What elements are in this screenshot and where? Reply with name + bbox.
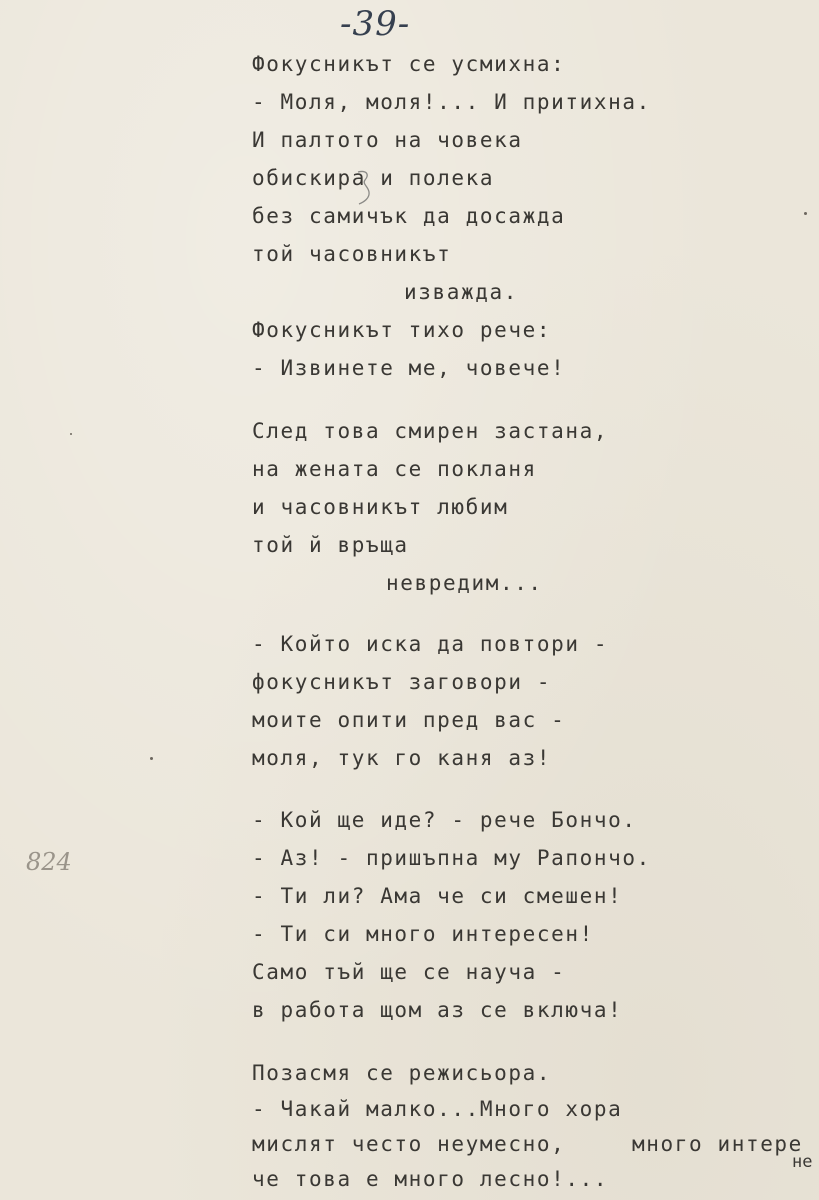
paper-speck: [804, 212, 807, 215]
text-line: - Аз! - пришъпна му Рапончо.: [252, 846, 651, 870]
text-line: в работа щом аз се включа!: [252, 998, 623, 1022]
text-line: - Кой ще иде? - рече Бончо.: [252, 808, 637, 832]
text-line: - Ти ли? Ама че си смешен!: [252, 884, 623, 908]
text-line: - Който иска да повтори -: [252, 632, 609, 656]
page-number: -39-: [340, 4, 411, 44]
text-line: - Чакай малко...Много хора: [252, 1097, 623, 1121]
text-line: без самичък да досажда: [252, 204, 566, 228]
text-line: - Моля, моля!... И притихна.: [252, 90, 651, 114]
text-line: - Ти си много интересен!: [252, 922, 594, 946]
text-line: мислят често неумесно,: [252, 1132, 566, 1156]
text-line: той часовникът: [252, 242, 452, 266]
text-line: обискира и полека: [252, 166, 495, 190]
text-line: Позасмя се режисьора.: [252, 1061, 552, 1085]
paper-speck: [150, 757, 153, 760]
text-line: невредим...: [386, 571, 543, 595]
text-line: Фокусникът тихо рече:: [252, 318, 552, 342]
side-note: много интере: [632, 1132, 803, 1156]
text-line: фокусникът заговори -: [252, 670, 552, 694]
text-line: - Извинете ме, човече!: [252, 356, 566, 380]
text-line: изважда.: [404, 280, 518, 304]
text-line: След това смирен застана,: [252, 419, 609, 443]
text-line: И палтото на човека: [252, 128, 523, 152]
text-line: моля, тук го каня аз!: [252, 746, 552, 770]
text-line: на жената се покланя: [252, 457, 537, 481]
paper-speck: [70, 433, 72, 435]
text-line: Само тъй ще се науча -: [252, 960, 566, 984]
margin-note: 824: [26, 848, 72, 876]
text-line: моите опити пред вас -: [252, 708, 566, 732]
text-line: и часовникът любим: [252, 495, 509, 519]
text-line: че това е много лесно!...: [252, 1167, 609, 1191]
text-line: той й връща: [252, 533, 409, 557]
side-note-tail: не: [792, 1152, 813, 1172]
text-line: Фокусникът се усмихна:: [252, 52, 566, 76]
